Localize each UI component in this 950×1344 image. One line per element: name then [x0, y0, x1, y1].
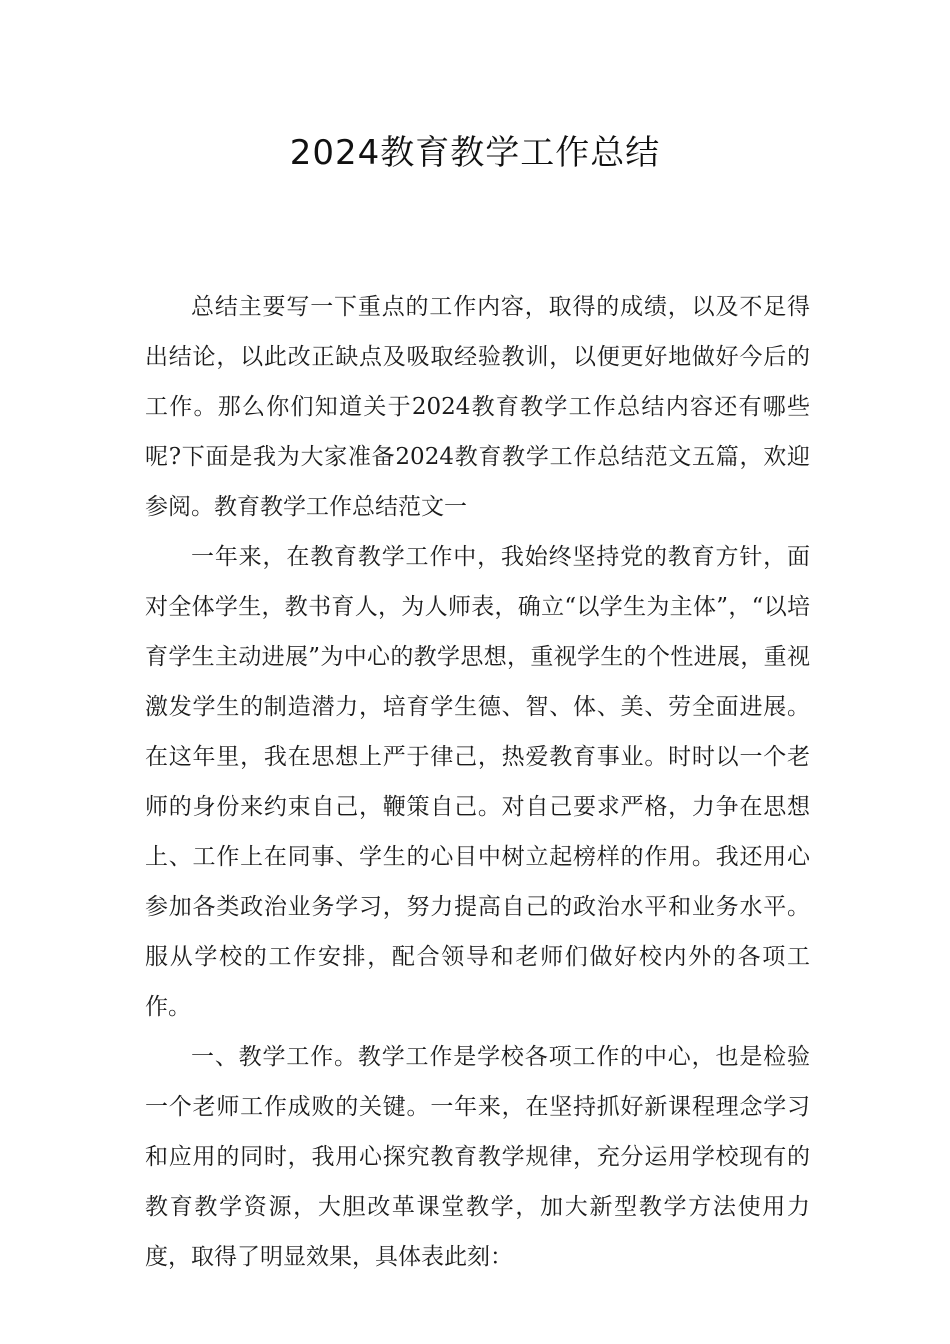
- paragraph-overview: 一年来，在教育教学工作中，我始终坚持党的教育方针，面对全体学生，教书育人，为人师表，确立“以学生为主体”，“以培育学生主动进展”为中心的教学思想，重视学生的个性进展，重视激发学生的制造潜力，培育学生德、智、体、美、劳全面进展。在这年里，我在思想上严于律己，热爱教育事业。时时以一个老师的身份来约束自己，鞭策自己。对自己要求严格，力争在思想上、工作上在同事、学生的心目中树立起榜样的作用。我还用心参加各类政治业务学习，努力提高自己的政治水平和业务水平。服从学校的工作安排，配合领导和老师们做好校内外的各项工作。: [145, 544, 810, 1020]
- document-title: 2024教育教学工作总结: [289, 133, 661, 173]
- paragraph-intro: 总结主要写一下重点的工作内容，取得的成绩，以及不足得出结论，以此改正缺点及吸取经验教训，以便更好地做好今后的工作。那么你们知道关于2024教育教学工作总结内容还有哪些呢?下面是我为大家准备2024教育教学工作总结范文五篇，欢迎参阅。教育教学工作总结范文一: [145, 294, 810, 520]
- document-body: [145, 282, 810, 1282]
- paragraph-teaching-work: 一、教学工作。教学工作是学校各项工作的中心，也是检验一个老师工作成败的关键。一年来，在坚持抓好新课程理念学习和应用的同时，我用心探究教育教学规律，充分运用学校现有的教育教学资源，大胆改革课堂教学，加大新型教学方法使用力度，取得了明显效果，具体表此刻：: [145, 1044, 810, 1270]
